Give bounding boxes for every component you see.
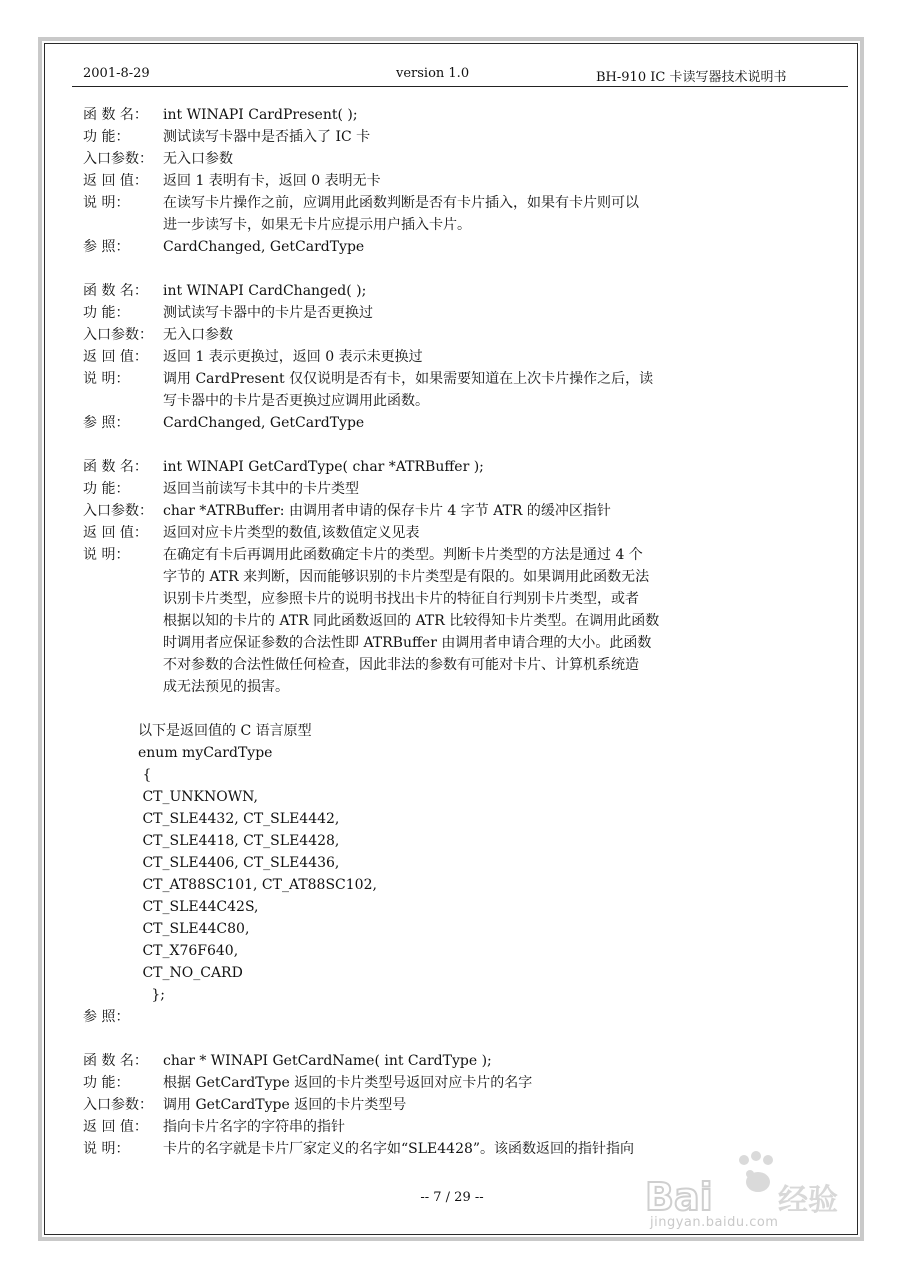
field-row: [83, 1116, 843, 1138]
field-label: 参 照：: [83, 415, 130, 431]
header-rule: [72, 86, 848, 87]
field-label: 返 回 值：: [83, 173, 148, 189]
field-value-continuation: 进一步读写卡，如果无卡片应提示用户插入卡片。: [163, 217, 471, 233]
code-line: CT_SLE4432, CT_SLE4442,: [138, 811, 340, 827]
code-line: CT_SLE4418, CT_SLE4428,: [138, 833, 340, 849]
field-row: [83, 478, 843, 500]
field-row: [83, 1006, 843, 1028]
field-label: 功 能：: [83, 1075, 130, 1091]
field-value: 返回 1 表示更换过，返回 0 表示未更换过: [163, 349, 423, 365]
field-label: 入口参数：: [83, 1097, 153, 1113]
field-value: int WINAPI CardChanged( );: [163, 283, 367, 299]
field-row: [83, 170, 843, 192]
field-value-continuation: 不对参数的合法性做任何检查，因此非法的参数有可能对卡片、计算机系统造: [163, 657, 639, 673]
field-row: [83, 544, 843, 566]
field-value: char *ATRBuffer: 由调用者申请的保存卡片 4 字节 ATR 的缓冲区指针: [163, 503, 611, 519]
field-value: 测试读写卡器中是否插入了 IC 卡: [163, 129, 371, 145]
field-row: [83, 522, 843, 544]
field-label: 返 回 值：: [83, 1119, 148, 1135]
field-row: [83, 1094, 843, 1116]
field-row: [83, 280, 843, 302]
page-number: -- 7 / 29 --: [420, 1190, 484, 1205]
field-value: 卡片的名字就是卡片厂家定义的名字如“SLE4428”。该函数返回的指针指向: [163, 1141, 635, 1157]
header-version: version 1.0: [396, 66, 470, 81]
field-row: [83, 302, 843, 324]
svg-text:经验: 经验: [778, 1183, 838, 1218]
field-value: 测试读写卡器中的卡片是否更换过: [163, 305, 373, 321]
code-line: CT_AT88SC101, CT_AT88SC102,: [138, 877, 377, 893]
field-row: [83, 1050, 843, 1072]
field-value: CardChanged, GetCardType: [163, 239, 365, 255]
code-block: [83, 720, 843, 1006]
field-value-continuation: 写卡器中的卡片是否更换过应调用此函数。: [163, 393, 429, 409]
field-value: 调用 CardPresent 仅仅说明是否有卡，如果需要知道在上次卡片操作之后，读: [163, 371, 654, 387]
code-line: CT_SLE44C80,: [138, 921, 250, 937]
field-row: [83, 192, 843, 214]
field-row: [83, 500, 843, 522]
field-label: 入口参数：: [83, 151, 153, 167]
field-label: 参 照：: [83, 239, 130, 255]
field-value-continuation: 时调用者应保证参数的合法性即 ATRBuffer 由调用者申请合理的大小。此函数: [163, 635, 652, 651]
code-line: CT_NO_CARD: [138, 965, 243, 981]
field-value-continuation: 字节的 ATR 来判断，因而能够识别的卡片类型是有限的。如果调用此函数无法: [163, 569, 650, 585]
section-spacer: [83, 434, 843, 456]
field-value: CardChanged, GetCardType: [163, 415, 365, 431]
field-value: 无入口参数: [163, 151, 233, 167]
field-row: [83, 456, 843, 478]
code-line: 以下是返回值的 C 语言原型: [138, 723, 312, 739]
field-value-continuation: 识别卡片类型，应参照卡片的说明书找出卡片的特征自行判别卡片类型，或者: [163, 591, 639, 607]
field-row: [83, 126, 843, 148]
spacer: [83, 698, 843, 720]
field-label: 参 照：: [83, 1009, 130, 1025]
field-value: char * WINAPI GetCardName( int CardType );: [163, 1053, 492, 1069]
field-row: [83, 368, 843, 390]
field-value: int WINAPI CardPresent( );: [163, 107, 358, 123]
section-spacer: [83, 258, 843, 280]
field-label: 返 回 值：: [83, 349, 148, 365]
field-value: 在确定有卡后再调用此函数确定卡片的类型。判断卡片类型的方法是通过 4 个: [163, 547, 643, 563]
field-value: 返回当前读写卡其中的卡片类型: [163, 481, 359, 497]
field-label: 函 数 名：: [83, 283, 148, 299]
field-label: 功 能：: [83, 305, 130, 321]
field-label: 说 明：: [83, 1141, 130, 1157]
field-label: 返 回 值：: [83, 525, 148, 541]
field-value: 调用 GetCardType 返回的卡片类型号: [163, 1097, 407, 1113]
section-spacer: [83, 1028, 843, 1050]
field-row: [83, 324, 843, 346]
code-line: CT_SLE44C42S,: [138, 899, 259, 915]
field-label: 函 数 名：: [83, 1053, 148, 1069]
field-label: 函 数 名：: [83, 459, 148, 475]
field-row: [83, 1072, 843, 1094]
field-row: [83, 346, 843, 368]
svg-text:Bai: Bai: [645, 1175, 713, 1219]
header-date: 2001-8-29: [83, 66, 150, 81]
field-value: 无入口参数: [163, 327, 233, 343]
field-label: 函 数 名：: [83, 107, 148, 123]
field-value: 返回 1 表明有卡，返回 0 表明无卡: [163, 173, 381, 189]
code-line: {: [138, 767, 152, 783]
field-label: 入口参数：: [83, 503, 153, 519]
code-line: CT_X76F640,: [138, 943, 239, 959]
field-row: [83, 236, 843, 258]
field-row: [83, 412, 843, 434]
field-label: 入口参数：: [83, 327, 153, 343]
field-value-continuation: 根据以知的卡片的 ATR 同此函数返回的 ATR 比较得知卡片类型。在调用此函数: [163, 613, 660, 629]
code-line: };: [138, 987, 165, 1003]
field-label: 说 明：: [83, 371, 130, 387]
header-title: BH-910 IC 卡读写器技术说明书: [596, 70, 787, 85]
code-line: enum myCardType: [138, 745, 273, 761]
field-label: 功 能：: [83, 481, 130, 497]
field-label: 说 明：: [83, 195, 130, 211]
watermark-url: jingyan.baidu.com: [650, 1215, 779, 1230]
field-label: 功 能：: [83, 129, 130, 145]
field-value: int WINAPI GetCardType( char *ATRBuffer );: [163, 459, 484, 475]
field-value: 指向卡片名字的字符串的指针: [163, 1119, 345, 1135]
code-line: CT_SLE4406, CT_SLE4436,: [138, 855, 340, 871]
field-label: 说 明：: [83, 547, 130, 563]
field-value-continuation: 成无法预见的损害。: [163, 679, 289, 695]
field-row: [83, 148, 843, 170]
code-line: CT_UNKNOWN,: [138, 789, 258, 805]
field-value: 在读写卡片操作之前，应调用此函数判断是否有卡片插入，如果有卡片则可以: [163, 195, 639, 211]
field-value: [163, 1006, 843, 1028]
field-value: 根据 GetCardType 返回的卡片类型号返回对应卡片的名字: [163, 1075, 533, 1091]
field-row: [83, 104, 843, 126]
field-value: 返回对应卡片类型的数值,该数值定义见表: [163, 525, 420, 541]
document-body: [83, 104, 843, 1160]
